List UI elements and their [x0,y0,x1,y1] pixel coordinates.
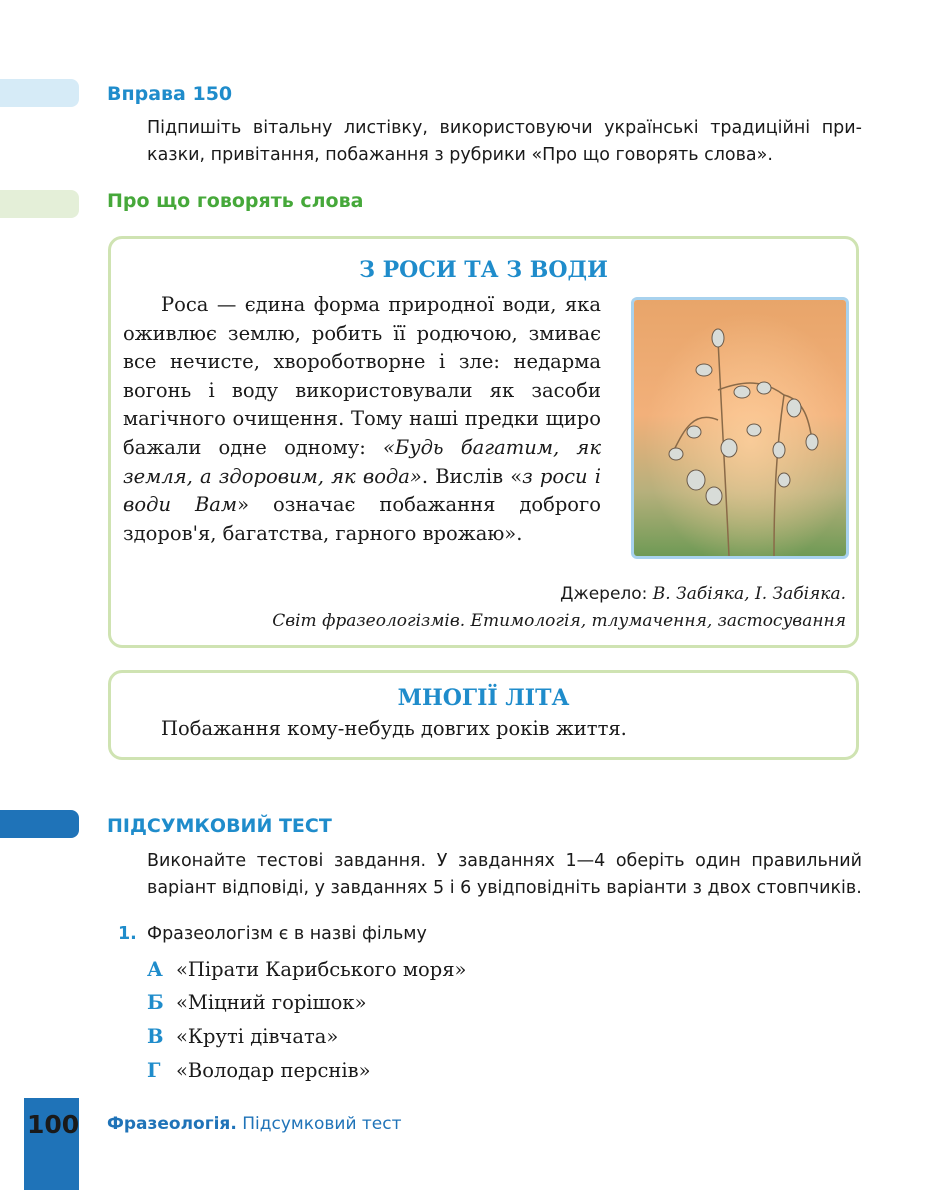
words-tab-marker [0,190,79,218]
exercise-title: Вправа 150 [107,83,233,105]
option-a [147,958,466,981]
option-text: «Міцний горішок» [176,991,367,1014]
long-years-text: Побажання кому-небудь довгих років життя. [161,717,627,740]
dew-card-text [123,291,601,548]
source-line [560,584,846,604]
option-letter: А [147,958,163,981]
option-d [147,1059,371,1082]
option-text: «Володар перснів» [176,1059,371,1082]
source-authors: В. Забіяка, І. Забіяка. [652,584,846,604]
long-years-heading: МНОГІЇ ЛІТА [397,685,570,711]
footer-topic: Підсумковий тест [236,1114,402,1134]
exercise-tab-marker [0,79,79,107]
dew-text-end: » означає побажання доброго здоров'я, багатства, гарного врожаю». [123,493,601,545]
dew-quote-2: з роси і води Вам [123,464,601,517]
option-letter: Б [147,991,164,1014]
test-tab-marker [0,810,79,838]
source-label: Джерело: [560,584,653,604]
dew-card [108,236,859,648]
source-book: Світ фразеологізмів. Етимологія, тлумачення, застосування [272,611,846,631]
dew-text-mid: . Вислів « [421,464,523,488]
footer-running-title [107,1114,402,1134]
option-letter: В [147,1025,164,1048]
dew-text-part: Роса — єдина форма природної води, яка оживлює землю, робить її родючою, змиває все нечисте, хвороботворне і зле: недарма вогонь і воду використовували як засоби магічного очищення. Тому наші предки щиро бажали одне одному: [123,293,601,459]
final-test-instructions: Виконайте тестові завдання. У завданнях 1—4 оберіть один правильний варіант відповіді, у завданнях 5 і 6 увідповідніть варіанти з двох стовпчиків. [147,851,862,898]
dew-grass-photo [631,297,849,559]
page-number: 100 [27,1110,80,1139]
dew-quote-1: «Будь багатим, як земля, а здоровим, як вода» [123,435,601,488]
exercise-text: Підпишіть вітальну листівку, використовуючи українські традиційні приказки, привітання, побажання з рубрики «Про що говорять слова». [147,118,862,165]
option-text: «Круті дівчата» [176,1025,339,1048]
final-test-title: ПІДСУМКОВИЙ ТЕСТ [107,815,332,837]
question-text: Фразеологізм є в назві фільму [147,924,427,944]
question-number: 1. [118,924,137,944]
option-letter: Г [147,1059,161,1082]
words-section-title: Про що говорять слова [107,190,364,212]
option-c [147,1025,338,1048]
long-years-card [108,670,859,760]
option-text: «Пірати Карибського моря» [176,958,467,981]
footer-section: Фразеологія. [107,1114,237,1134]
option-b [147,991,367,1014]
dew-card-heading: З РОСИ ТА З ВОДИ [359,257,608,283]
